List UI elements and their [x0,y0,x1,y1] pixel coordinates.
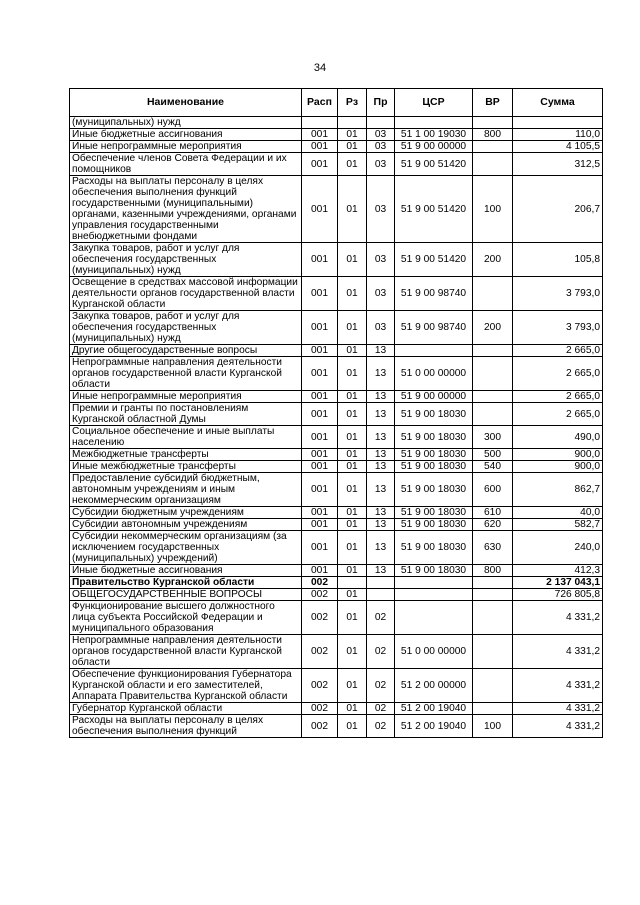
cell-vr: 300 [473,426,513,449]
cell-pr: 02 [367,703,395,715]
cell-pr: 13 [367,345,395,357]
cell-csr: 51 9 00 18030 [395,565,473,577]
cell-rz: 01 [338,176,367,243]
cell-pr: 13 [367,357,395,391]
cell-vr [473,391,513,403]
cell-rasp: 001 [302,129,338,141]
table-row [70,531,603,565]
cell-vr [473,601,513,635]
table-row [70,277,603,311]
cell-pr: 03 [367,277,395,311]
cell-name: Непрограммные направления деятельности органов государственной власти Курганской области [70,357,302,391]
cell-name: ОБЩЕГОСУДАРСТВЕННЫЕ ВОПРОСЫ [70,589,302,601]
cell-name: Закупка товаров, работ и услуг для обеспечения государственных (муниципальных) нужд [70,243,302,277]
cell-name: Обеспечение членов Совета Федерации и их помощников [70,153,302,176]
table-row [70,565,603,577]
table-row [70,601,603,635]
cell-csr: 51 0 00 00000 [395,357,473,391]
cell-pr: 03 [367,153,395,176]
page-number: 34 [313,62,327,74]
cell-sum: 4 331,2 [513,635,603,669]
col-header-sum: Сумма [513,89,603,117]
cell-pr: 13 [367,507,395,519]
cell-rz: 01 [338,601,367,635]
cell-csr: 51 9 00 18030 [395,531,473,565]
cell-sum: 2 665,0 [513,357,603,391]
cell-sum: 726 805,8 [513,589,603,601]
cell-csr: 51 9 00 51420 [395,153,473,176]
col-header-name: Наименование [70,89,302,117]
cell-name: (муниципальных) нужд [70,117,302,129]
cell-name: Иные непрограммные мероприятия [70,141,302,153]
cell-name: Расходы на выплаты персоналу в целях обеспечения выполнения функций [70,715,302,738]
cell-vr [473,577,513,589]
cell-name: Расходы на выплаты персоналу в целях обеспечения выполнения функций государственными (муниципальными) органами, казенными учреждениями, органами управления государственными внебюджетными фондами [70,176,302,243]
cell-csr: 51 9 00 00000 [395,391,473,403]
cell-name: Закупка товаров, работ и услуг для обеспечения государственных (муниципальных) нужд [70,311,302,345]
col-header-rz: Рз [338,89,367,117]
cell-rasp: 001 [302,345,338,357]
cell-rasp: 001 [302,357,338,391]
cell-rasp: 002 [302,669,338,703]
cell-sum: 582,7 [513,519,603,531]
cell-vr: 200 [473,243,513,277]
cell-name: Субсидии автономным учреждениям [70,519,302,531]
table-row [70,311,603,345]
cell-pr: 02 [367,635,395,669]
cell-rasp: 001 [302,519,338,531]
cell-rz: 01 [338,426,367,449]
table-row [70,577,603,589]
table-row [70,403,603,426]
cell-sum: 2 137 043,1 [513,577,603,589]
table-row [70,669,603,703]
table-row [70,519,603,531]
cell-rasp: 002 [302,703,338,715]
cell-vr: 600 [473,473,513,507]
table-row [70,345,603,357]
cell-rasp: 001 [302,449,338,461]
cell-name: Другие общегосударственные вопросы [70,345,302,357]
col-header-rasp: Расп [302,89,338,117]
cell-rz: 01 [338,345,367,357]
cell-pr: 02 [367,601,395,635]
cell-rz: 01 [338,243,367,277]
cell-sum: 2 665,0 [513,403,603,426]
cell-pr: 13 [367,461,395,473]
cell-csr: 51 9 00 00000 [395,141,473,153]
cell-sum: 900,0 [513,461,603,473]
cell-rz: 01 [338,565,367,577]
cell-vr [473,277,513,311]
cell-rasp: 001 [302,426,338,449]
cell-name: Непрограммные направления деятельности органов государственной власти Курганской области [70,635,302,669]
cell-sum: 110,0 [513,129,603,141]
cell-vr: 620 [473,519,513,531]
cell-rz: 01 [338,403,367,426]
cell-rz: 01 [338,153,367,176]
cell-pr: 13 [367,449,395,461]
cell-rasp: 002 [302,601,338,635]
cell-rz [338,117,367,129]
cell-rasp: 001 [302,565,338,577]
cell-pr: 13 [367,403,395,426]
cell-sum: 900,0 [513,449,603,461]
cell-sum: 4 331,2 [513,601,603,635]
table-header-row [70,89,603,117]
cell-sum: 105,8 [513,243,603,277]
col-header-pr: Пр [367,89,395,117]
cell-sum: 2 665,0 [513,391,603,403]
cell-rz [338,577,367,589]
cell-csr [395,601,473,635]
cell-sum [513,117,603,129]
cell-vr: 500 [473,449,513,461]
cell-sum: 4 331,2 [513,715,603,738]
cell-csr: 51 2 00 19040 [395,715,473,738]
cell-pr: 03 [367,176,395,243]
cell-vr [473,141,513,153]
cell-name: Премии и гранты по постановлениям Курганской областной Думы [70,403,302,426]
cell-rasp: 002 [302,577,338,589]
cell-rasp: 002 [302,635,338,669]
table-row [70,117,603,129]
cell-rasp: 001 [302,243,338,277]
cell-name: Субсидии бюджетным учреждениям [70,507,302,519]
cell-csr [395,345,473,357]
cell-csr: 51 2 00 19040 [395,703,473,715]
table-row [70,153,603,176]
cell-vr [473,345,513,357]
cell-rasp: 001 [302,141,338,153]
cell-csr: 51 9 00 98740 [395,277,473,311]
cell-vr [473,669,513,703]
cell-csr: 51 9 00 18030 [395,519,473,531]
table-row [70,635,603,669]
cell-vr: 540 [473,461,513,473]
cell-rasp [302,117,338,129]
cell-rasp: 002 [302,715,338,738]
cell-rz: 01 [338,531,367,565]
cell-vr: 100 [473,715,513,738]
cell-rasp: 001 [302,311,338,345]
cell-pr: 13 [367,565,395,577]
cell-csr: 51 9 00 18030 [395,403,473,426]
cell-sum: 490,0 [513,426,603,449]
table-row [70,243,603,277]
cell-csr: 51 9 00 18030 [395,507,473,519]
cell-pr: 03 [367,141,395,153]
cell-vr [473,403,513,426]
cell-rz: 01 [338,449,367,461]
cell-rasp: 001 [302,176,338,243]
cell-pr [367,117,395,129]
table-row [70,715,603,738]
cell-pr: 13 [367,519,395,531]
cell-vr: 610 [473,507,513,519]
cell-csr: 51 2 00 00000 [395,669,473,703]
cell-rz: 01 [338,277,367,311]
cell-pr: 03 [367,243,395,277]
cell-vr: 800 [473,565,513,577]
cell-sum: 240,0 [513,531,603,565]
cell-pr [367,577,395,589]
table-body [70,117,603,738]
col-header-vr: ВР [473,89,513,117]
cell-pr: 03 [367,129,395,141]
cell-pr: 02 [367,715,395,738]
cell-csr: 51 9 00 18030 [395,449,473,461]
cell-name: Обеспечение функционирования Губернатора Курганской области и его заместителей, Аппарата Правительства Курганской области [70,669,302,703]
cell-rz: 01 [338,473,367,507]
cell-rz: 01 [338,589,367,601]
cell-vr: 800 [473,129,513,141]
cell-pr: 02 [367,669,395,703]
cell-pr [367,589,395,601]
cell-rasp: 001 [302,507,338,519]
cell-name: Межбюджетные трансферты [70,449,302,461]
cell-csr: 51 9 00 51420 [395,176,473,243]
cell-vr [473,703,513,715]
cell-vr [473,117,513,129]
cell-rz: 01 [338,129,367,141]
cell-pr: 13 [367,391,395,403]
cell-sum: 4 331,2 [513,669,603,703]
cell-sum: 3 793,0 [513,311,603,345]
cell-rasp: 002 [302,589,338,601]
cell-rasp: 001 [302,403,338,426]
cell-pr: 13 [367,531,395,565]
cell-sum: 4 331,2 [513,703,603,715]
cell-name: Иные бюджетные ассигнования [70,129,302,141]
cell-csr: 51 0 00 00000 [395,635,473,669]
cell-name: Освещение в средствах массовой информации деятельности органов государственной власти Курганской области [70,277,302,311]
cell-rz: 01 [338,507,367,519]
cell-vr [473,153,513,176]
cell-pr: 13 [367,426,395,449]
table-row [70,507,603,519]
budget-table [69,88,603,738]
cell-rz: 01 [338,669,367,703]
cell-vr: 200 [473,311,513,345]
cell-sum: 40,0 [513,507,603,519]
table-row [70,426,603,449]
table-row [70,703,603,715]
cell-vr: 630 [473,531,513,565]
cell-rz: 01 [338,357,367,391]
cell-name: Иные межбюджетные трансферты [70,461,302,473]
cell-sum: 862,7 [513,473,603,507]
cell-rasp: 001 [302,277,338,311]
cell-name: Социальное обеспечение и иные выплаты населению [70,426,302,449]
cell-name: Иные непрограммные мероприятия [70,391,302,403]
cell-vr [473,589,513,601]
cell-rasp: 001 [302,153,338,176]
cell-vr [473,357,513,391]
cell-name: Субсидии некоммерческим организациям (за исключением государственных (муниципальных) учреждений) [70,531,302,565]
table-row [70,129,603,141]
cell-name: Функционирование высшего должностного лица субъекта Российской Федерации и муниципального образования [70,601,302,635]
cell-csr: 51 9 00 98740 [395,311,473,345]
cell-sum: 4 105,5 [513,141,603,153]
cell-csr: 51 9 00 51420 [395,243,473,277]
cell-rz: 01 [338,391,367,403]
cell-csr [395,589,473,601]
cell-sum: 312,5 [513,153,603,176]
table-row [70,473,603,507]
table-row [70,141,603,153]
cell-csr [395,577,473,589]
table-row [70,357,603,391]
cell-rz: 01 [338,461,367,473]
cell-sum: 2 665,0 [513,345,603,357]
cell-rasp: 001 [302,473,338,507]
cell-csr: 51 9 00 18030 [395,461,473,473]
table-row [70,391,603,403]
cell-rasp: 001 [302,391,338,403]
cell-rz: 01 [338,715,367,738]
cell-sum: 412,3 [513,565,603,577]
cell-sum: 3 793,0 [513,277,603,311]
table-row [70,461,603,473]
cell-name: Правительство Курганской области [70,577,302,589]
cell-csr [395,117,473,129]
cell-csr: 51 9 00 18030 [395,426,473,449]
table-row [70,449,603,461]
cell-rasp: 001 [302,531,338,565]
table-row [70,176,603,243]
cell-pr: 03 [367,311,395,345]
cell-rasp: 001 [302,461,338,473]
cell-name: Губернатор Курганской области [70,703,302,715]
cell-vr: 100 [473,176,513,243]
cell-rz: 01 [338,703,367,715]
cell-vr [473,635,513,669]
cell-rz: 01 [338,635,367,669]
cell-name: Иные бюджетные ассигнования [70,565,302,577]
cell-rz: 01 [338,519,367,531]
cell-rz: 01 [338,141,367,153]
cell-pr: 13 [367,473,395,507]
cell-name: Предоставление субсидий бюджетным, автономным учреждениям и иным некоммерческим организациям [70,473,302,507]
cell-rz: 01 [338,311,367,345]
cell-csr: 51 9 00 18030 [395,473,473,507]
col-header-csr: ЦСР [395,89,473,117]
cell-csr: 51 1 00 19030 [395,129,473,141]
table-row [70,589,603,601]
cell-sum: 206,7 [513,176,603,243]
